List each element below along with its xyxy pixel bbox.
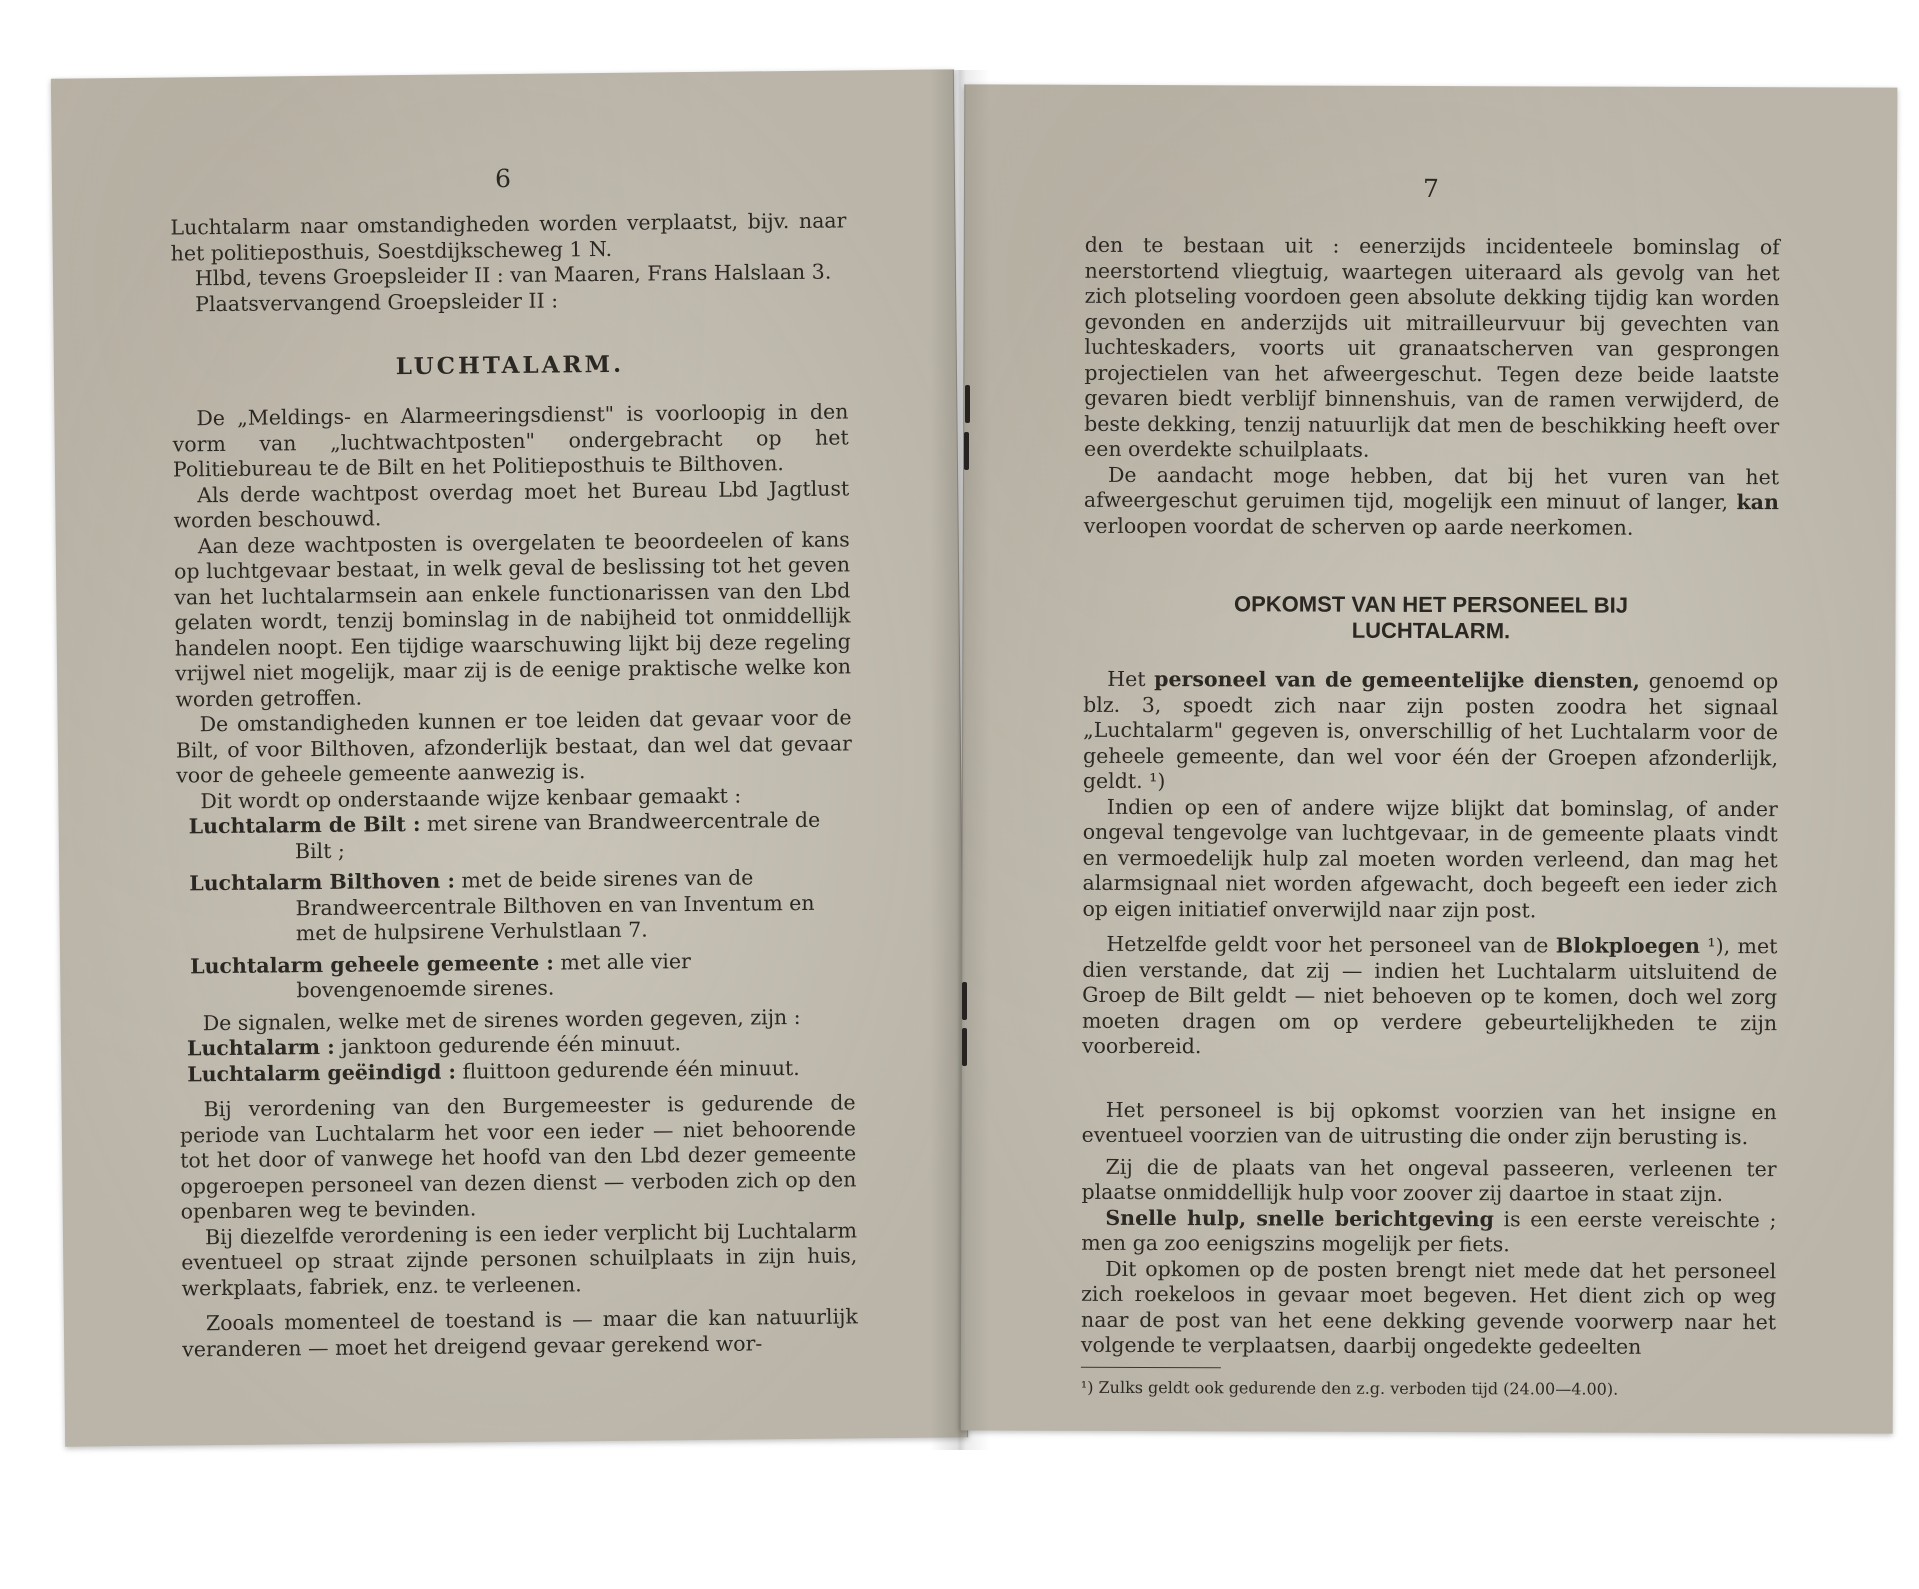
signal-label: Luchtalarm geëindigd : [187,1059,457,1086]
aandacht-paragraph [1084,462,1779,541]
staple-mark [962,1028,967,1066]
signal-text: fluittoon gedurende één minuut. [462,1055,800,1084]
page-number-left: 6 [494,163,512,194]
intro-paragraph: Hlbd, tevens Groepsleider II : van Maaren, Frans Halslaan 3. [194,259,832,291]
text-run: ¹), met dien verstande, dat zij — indien het Luchtalarm uitsluitend de Groep de Bilt geldt — niet behoeven op te komen, doch wel zorg moeten dragen om op verdere gebeurtelijkheden te zijn voorbereid. [1081,933,1778,1059]
closing-paragraph: Bij diezelfde verordening is een ieder verplicht bij Luchtalarm eventueel op straat zijnde personen schuilplaats in zijn huis, werkplaats, fabriek, enz. te verleenen. [181,1217,858,1300]
signal-label: Luchtalarm : [186,1034,335,1061]
text-run: verloopen voordat de scherven op aarde neerkomen. [1083,513,1634,540]
body-paragraph: Als derde wachtpost overdag moet het Bureau Lbd Jagtlust worden beschouwd. [173,475,850,533]
intro-paragraph: Plaatsvervangend Groepsleider II : [195,287,559,316]
right-page [960,84,1898,1433]
alarm-text: met sirene van Brandweercentrale de Bilt ; [294,807,821,863]
body-paragraph: Het personeel is bij opkomst voorzien van het insigne en eventueel voorzien van de uitrusting die onder zijn berusting is. [1081,1097,1777,1150]
text-run-bold: Snelle hulp, snelle berichtgeving [1105,1205,1494,1231]
signals-intro: De signalen, welke met de sirenes worden gegeven, zijn : [202,1004,801,1035]
text-run: is een eerste vereischte ; men ga zoo eenigszins mogelijk per fiets. [1081,1206,1777,1257]
alarm-label: Luchtalarm de Bilt : [188,811,421,839]
text-run-bold: personeel van de gemeentelijke diensten, [1154,667,1641,693]
page-number-right: 7 [1422,173,1439,204]
section-heading-opkomst [1083,591,1778,645]
text-run-bold: Blokploegen [1555,933,1701,958]
body-paragraph: Dit wordt op onderstaande wijze kenbaar gemaakt : [200,783,742,813]
alarm-item [189,864,854,947]
section-heading-luchtalarm: LUCHTALARM. [395,350,625,381]
staple-mark [965,385,970,423]
alarm-text: met alle vier bovengenoemde sirenes. [296,948,691,1003]
intro-paragraph: Luchtalarm naar omstandigheden worden verplaatst, bijv. naar het politieposthuis, Soestdijkscheweg 1 N. [170,208,847,266]
alarm-label: Luchtalarm geheele gemeente : [190,950,555,978]
body-paragraph: De omstandigheden kunnen er toe leiden dat gevaar voor de Bilt, of voor Bilthoven, afzonderlijk bestaat, dan wel dat gevaar voor de geheele gemeente aanwezig is. [175,705,852,788]
signal-text: janktoon gedurende één minuut. [341,1031,682,1059]
footnote-rule [1081,1366,1221,1367]
text-run: genoemd op blz. 3, spoedt zich naar zijn posten zoodra het signaal „Luchtalarm" gegeven is, onverschillig of het Luchtalarm voor de geheele gemeente, dan wel voor één der Groepen afzonderlijk, geldt. ¹) [1082,668,1779,794]
alarm-item [189,807,853,865]
right-body [1081,233,1780,1400]
body-paragraph: Dit opkomen op de posten brengt niet mede dat het personeel zich roekeloos in gevaar moet begeven. Het dient zich op weg naar de post van het eene dekking gevende voorwerp naar het volgende te verplaatsen, daarbij ongedekte gedeelten [1080,1256,1777,1359]
body-paragraph: Indien op een of andere wijze blijkt dat bominslag, of ander ongeval tengevolge van luchtgevaar, in de gemeente plaats vindt en vermoedelijk hulp zal moeten worden verleend, dan mag het alarmsignaal niet worden afgewacht, doch begeeft een ieder zich op eigen initiatief onverwijld naar zijn post. [1082,794,1778,922]
alarm-label: Luchtalarm Bilthoven : [189,868,456,896]
footnote: ¹) Zulks geldt ook gedurende den z.g. verboden tijd (24.00—4.00). [1080,1377,1619,1399]
body-paragraph: Aan deze wachtposten is overgelaten te beoordeelen of kans op luchtgevaar bestaat, in welk geval de beslissing tot het geven van het luchtalarmsein aan enkele functionarissen van den Lbd gelaten wordt, tenzij bominslag in de nabijheid tot onmiddellijk handelen noopt. Een tijdige waarschuwing lijkt bij deze regeling vrijwel niet mogelijk, maar zij is de eenige praktische welke kon worden getroffen. [173,526,852,711]
snelle-paragraph [1081,1205,1776,1258]
staple-mark [964,432,969,470]
text-run: Hetzelfde geldt voor het personeel van de [1106,931,1549,958]
text-run-bold: kan [1736,490,1779,515]
alarm-item [190,947,854,1005]
left-page [51,69,968,1446]
heading-line: OPKOMST VAN HET PERSONEEL BIJ [1233,591,1629,618]
left-body [170,208,858,1362]
alarm-text: met de beide sirenes van de Brandweercentrale Bilthoven en van Inventum en met de hulpsirene Verhulstlaan 7. [295,865,815,946]
staple-mark [962,982,967,1020]
closing-paragraph: Zooals momenteel de toestand is — maar die kan natuurlijk veranderen — moet het dreigend gevaar gerekend wor- [182,1304,858,1361]
closing-paragraph: Bij verordening van den Burgemeester is gedurende de periode van Luchtalarm het voor een ieder — niet behoorende tot het door of vanwege het hoofd van den Lbd dezer gemeente opgeroepen personeel van dezen dienst — verboden zich op den openbaren weg te bevinden. [179,1090,857,1224]
text-run: Het [1107,666,1146,692]
body-paragraph: den te bestaan uit : eenerzijds incidenteele bominslag of neerstortend vliegtuig, waartegen uiteraard als gevolg van het zich plotseling voordoen geen absolute dekking tijdig kan worden gevonden en anderzijds uit mitrailleurvuur bij gevechten van luchteskaders, voorts uit granaatscherven van gesprongen projectielen van het afweergeschut. Tegen deze beide laatste gevaren biedt verblijf binnenshuis, van de ramen verwijderd, de beste dekking, tenzij natuurlijk dat men de beschikking heeft over een overdekte schuilplaats. [1084,232,1780,462]
heading-line: LUCHTALARM. [1351,617,1511,644]
text-run: De aandacht moge hebben, dat bij het vuren van het afweergeschut geruimen tijd, mogelijk een minuut of langer, [1083,462,1780,515]
body-paragraph: Zij die de plaats van het ongeval passeeren, verleenen ter plaatse onmiddellijk hulp voor zoover zij daartoe in staat zijn. [1081,1154,1777,1207]
personeel-paragraph [1083,667,1778,797]
blokploegen-paragraph [1082,932,1777,1062]
body-paragraph: De „Meldings- en Alarmeeringsdienst" is voorloopig in den vorm van „luchtwachtposten" ondergebracht op het Politiebureau te de Bilt en het Politieposthuis te Bilthoven. [172,399,849,482]
